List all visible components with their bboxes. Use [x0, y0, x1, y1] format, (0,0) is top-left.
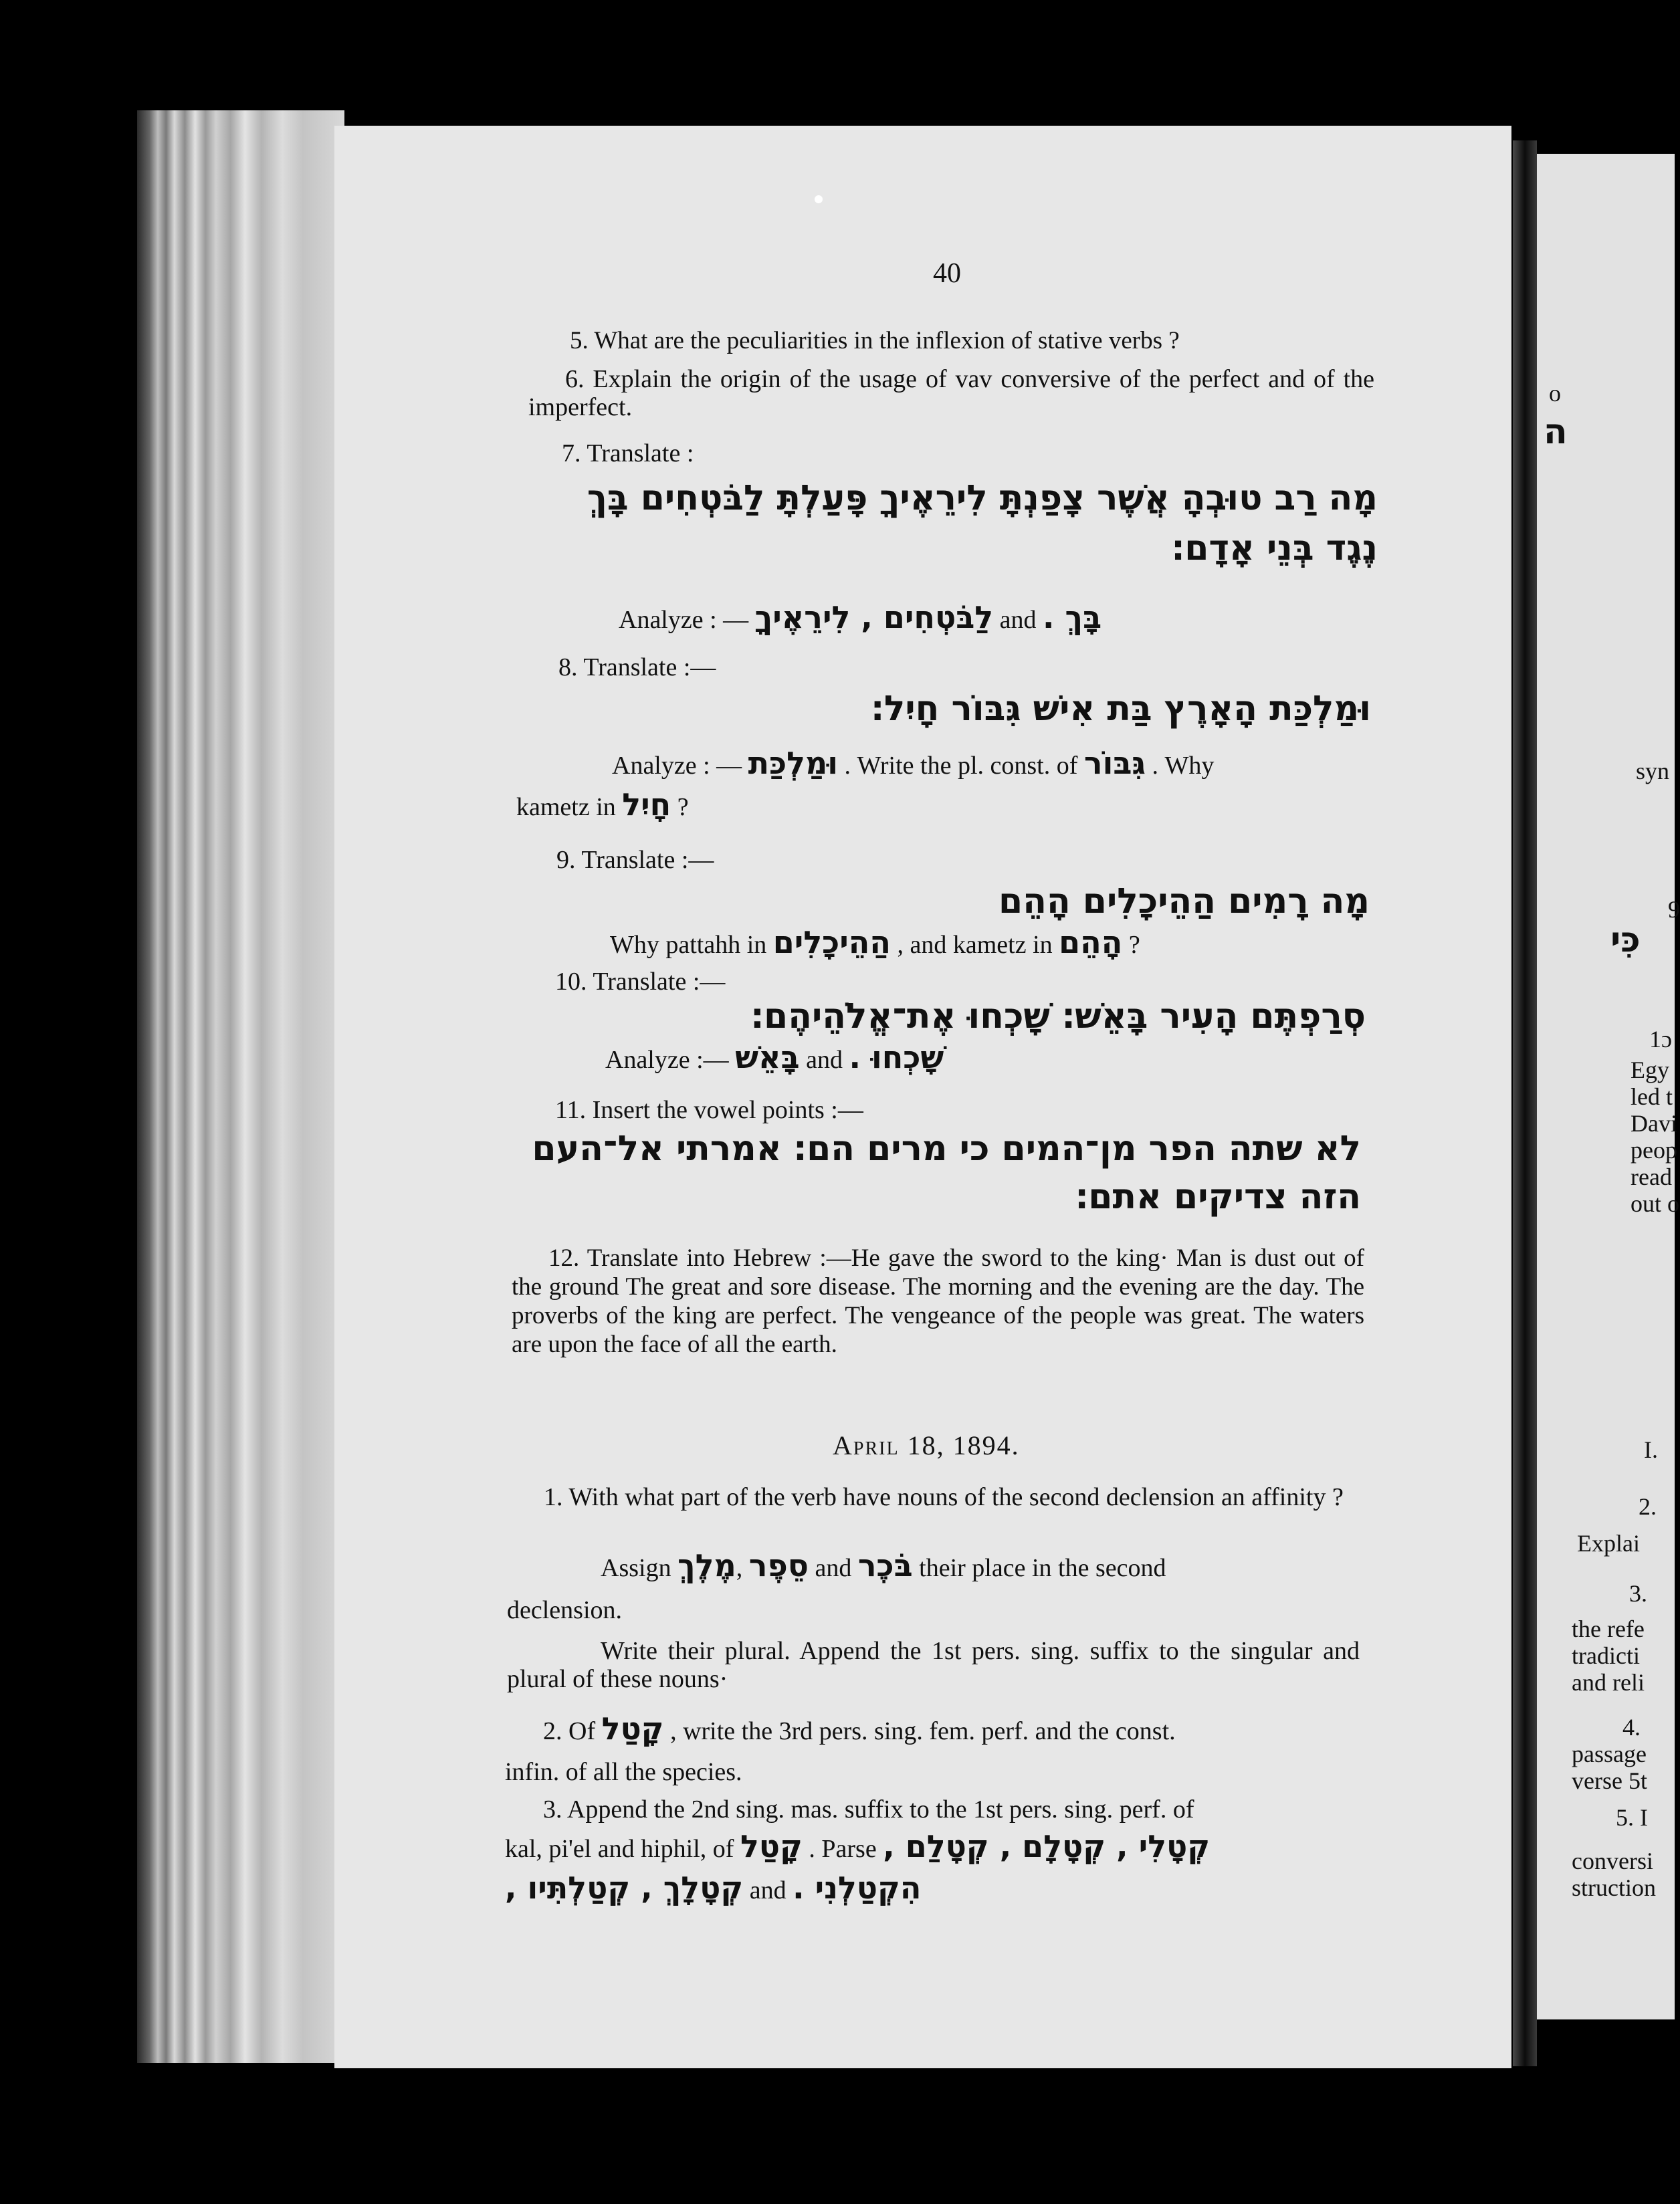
question-8-label: 8. Translate :— [558, 653, 716, 681]
question-6: 6. Explain the origin of the usage of vav conversive of the perfect and of the imperfect. [528, 365, 1374, 421]
question-8-hebrew: וּמַלְכַּת הָאָרֶץ בַּת אִישׁ גִּבּוֹר חָיִל׃ [871, 689, 1371, 729]
book-gutter [1513, 140, 1537, 2066]
question-9-hebrew: מָה רָמִים הַהֵיכָלִים הָהֵם [999, 881, 1370, 921]
exam-question-1: 1. With what part of the verb have nouns of the second declension an affinity ? [544, 1483, 1344, 1511]
film-speck [815, 195, 823, 203]
question-10-hebrew: סְרַפְתֶּם הָעִיר בָּאֵשׁ׃ שָׁכְחוּ אֶת־אֱלֹהֵיהֶם׃ [750, 996, 1366, 1036]
right-page-fragment: o ה syn 9 כִּי 1ɔ Egy led t Davi peop read out o I. 2. Explai 3. the refe tradicti and reli 4. passage verse 5t 5. I conversi struction [1537, 154, 1675, 2019]
exam-question-3-line2: kal, pi'el and hiphil, of קָטַל . Parse קְטָלִי , קְטָלָם , קְטָלַם , [505, 1828, 1211, 1864]
exam-question-3-line3: קְטָלָךְ , קְטַלְתִּיו , and הִקְטַלְנִי . [505, 1870, 922, 1906]
question-9-label: 9. Translate :— [556, 846, 714, 874]
exam-question-1-declension: declension. [507, 1596, 623, 1624]
page-number: 40 [933, 258, 961, 289]
question-8-kametz: kametz in חָיִל ? [516, 786, 689, 822]
exam-question-3-line1: 3. Append the 2nd sing. mas. suffix to the 1st pers. sing. perf. of [543, 1795, 1194, 1824]
question-7-label: 7. Translate : [562, 439, 694, 467]
question-7-analyze: Analyze : — לַבֹּטְחִים , לִירֵאֶיךָ and בָּךְ . [619, 599, 1102, 635]
question-11-label: 11. Insert the vowel points :— [555, 1096, 863, 1124]
question-8-analyze: Analyze : — וּמַלְכַּת . Write the pl. const. of גִּבּוֹר . Why [612, 745, 1215, 781]
question-7-hebrew-line1: מָה רַב טוּבְהָ אֲשֶׁר צָפַנְתָּ לִירֵאֶיךָ פָּעַלְתָּ לַבֹּטְחִים בָּךְ [587, 478, 1378, 518]
question-11-hebrew-line1: לא שתה הפר מן־המים כי מרים הם׃ אמרתי אל־העם [532, 1129, 1361, 1169]
exam-question-2-line2: infin. of all the species. [505, 1758, 742, 1786]
left-page [334, 126, 1511, 2068]
question-7-hebrew-line2: נֶגֶד בְּנֵי אָדָם׃ [1171, 528, 1378, 568]
date-heading: April 18, 1894. [833, 1430, 1020, 1460]
question-10-label: 10. Translate :— [555, 968, 726, 996]
question-12: 12. Translate into Hebrew :—He gave the sword to the king· Man is dust out of the ground The great and sore disease. The morning and the evening are the day. The proverbs of the king are perfect. The vengeance of the people was great. The waters are upon the face of all the earth. [512, 1244, 1364, 1358]
book-page-edges [137, 110, 344, 2063]
question-10-analyze: Analyze :— בָּאֵשׁ and שָׁכְחוּ . [605, 1039, 944, 1075]
exam-question-1-plural: Write their plural. Append the 1st pers. sing. suffix to the singular and plural of these nouns· [507, 1637, 1360, 1693]
exam-question-2: 2. Of קָטַל , write the 3rd pers. sing. fem. perf. and the const. [543, 1711, 1176, 1747]
exam-question-1-assign: Assign מֶלֶךְ, סֵפֶר and בֹּכֶר their place in the second [601, 1547, 1166, 1583]
question-9-why: Why pattahh in הַהֵיכָלִים , and kametz in הָהֵם ? [610, 924, 1140, 960]
question-5: 5. What are the peculiarities in the inflexion of stative verbs ? [570, 327, 1180, 354]
question-11-hebrew-line2: הזה צדיקים אתם׃ [1075, 1177, 1361, 1217]
